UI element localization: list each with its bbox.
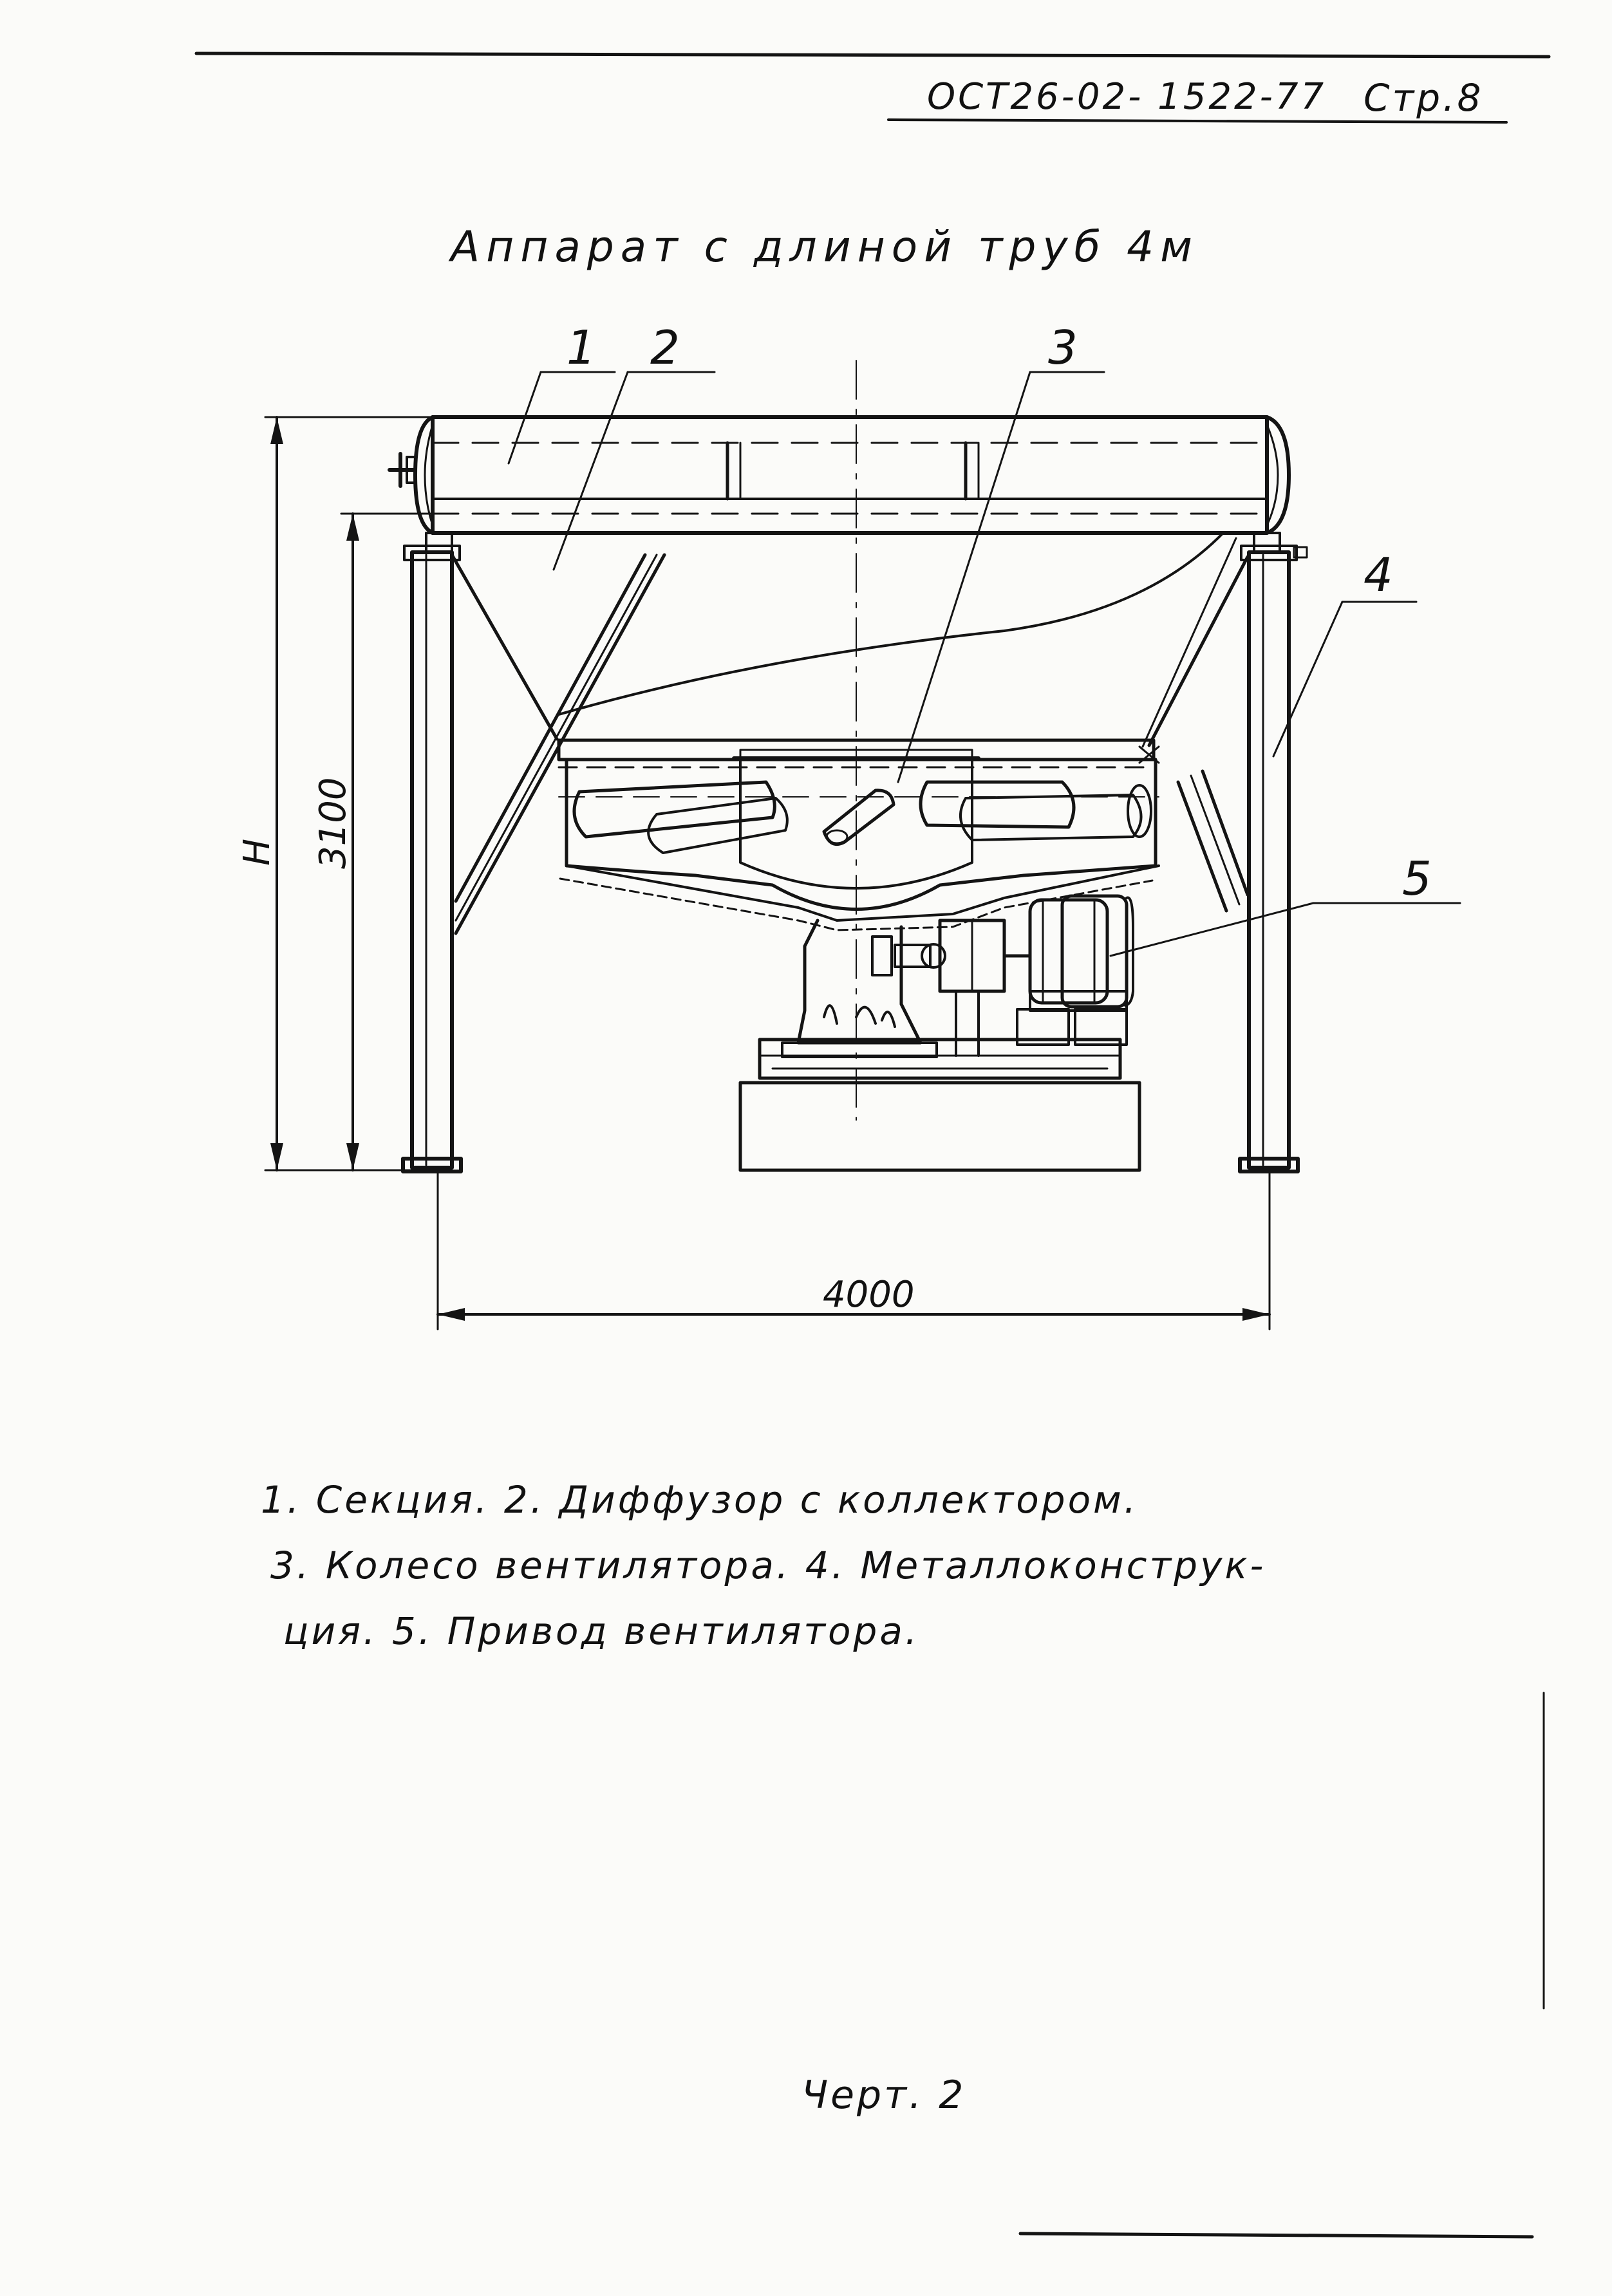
- callout-3: 3: [1048, 321, 1078, 375]
- legend-line-2: 3. Колесо вентилятора. 4. Металлоконструк-: [270, 1544, 1266, 1587]
- legend-line-1: 1. Секция. 2. Диффузор с коллектором.: [261, 1478, 1139, 1522]
- document-number: ОСТ26-02- 1522-77: [927, 76, 1327, 118]
- leader-lines: [509, 372, 1460, 956]
- section-bundle: [389, 417, 1289, 552]
- callout-4: 4: [1364, 548, 1393, 602]
- fan-drive: [740, 896, 1139, 1170]
- legend-line-3: ция. 5. Привод вентилятора.: [283, 1609, 920, 1653]
- dimension-H-label: H: [236, 838, 278, 866]
- drawing-title: Аппарат с длиной труб 4м: [451, 222, 1199, 272]
- figure-label: Черт. 2: [801, 2073, 966, 2118]
- diffuser-collector: [452, 533, 1248, 767]
- callout-1: 1: [567, 321, 596, 375]
- dimension-3100-label: 3100: [312, 777, 354, 869]
- callout-2: 2: [650, 321, 680, 375]
- callout-5: 5: [1402, 852, 1432, 906]
- dimension-4000-label: 4000: [823, 1274, 915, 1316]
- page-number: Стр.8: [1364, 76, 1484, 120]
